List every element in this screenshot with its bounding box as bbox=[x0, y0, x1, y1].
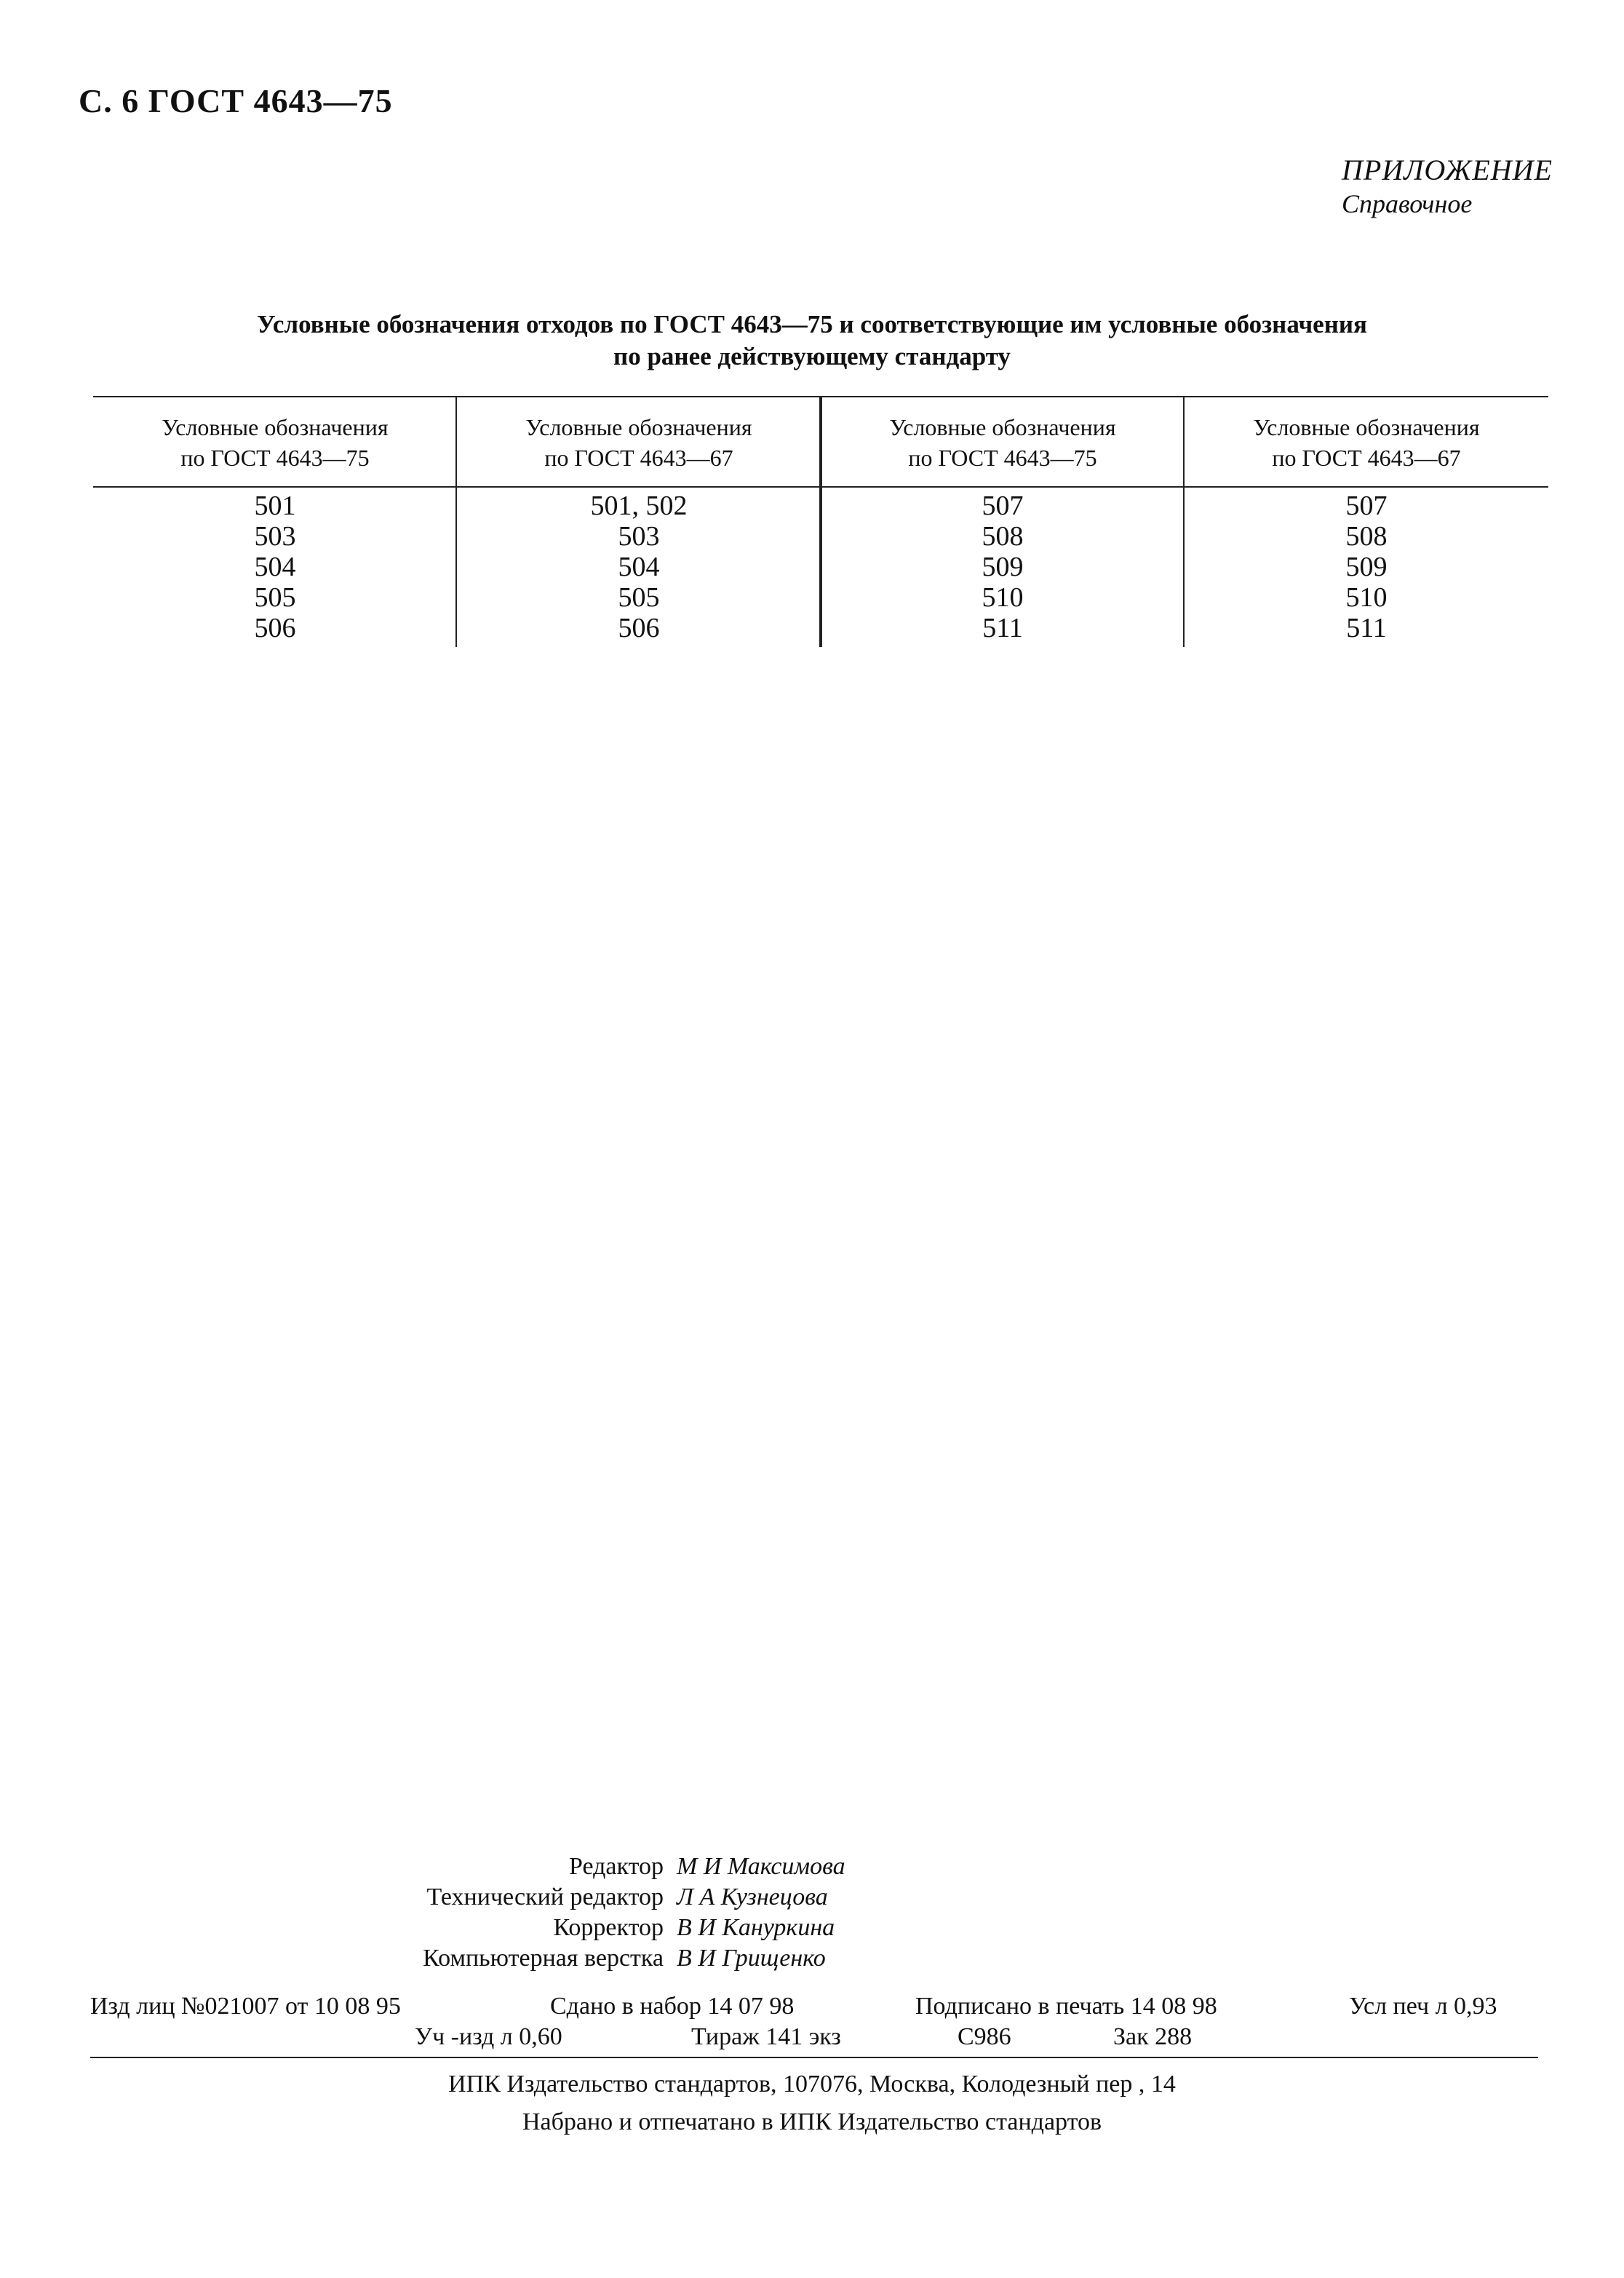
header-line: по ГОСТ 4643—67 bbox=[1272, 445, 1461, 471]
table-cell: 509 bbox=[1345, 552, 1388, 582]
table-column-1 bbox=[93, 491, 457, 643]
table-cell: 505 bbox=[254, 582, 296, 613]
table-cell: 503 bbox=[618, 521, 660, 552]
header-cell-col4 bbox=[1185, 412, 1548, 473]
license-info: Изд лиц №021007 от 10 08 95 bbox=[90, 1993, 401, 2020]
table-cell: 501, 502 bbox=[590, 491, 688, 521]
table-cell: 510 bbox=[982, 582, 1024, 613]
header-line: Условные обозначения bbox=[525, 414, 752, 440]
header-cell-col1 bbox=[93, 412, 457, 473]
table-cell: 509 bbox=[982, 552, 1024, 582]
table-cell: 501 bbox=[254, 491, 296, 521]
table-cell: 508 bbox=[1345, 521, 1388, 552]
print-sheets: Усл печ л 0,93 bbox=[1349, 1993, 1497, 2020]
credit-row bbox=[0, 1913, 1624, 1943]
credit-row bbox=[0, 1852, 1624, 1882]
appendix-title: ПРИЛОЖЕНИЕ bbox=[1342, 154, 1553, 186]
header-line: по ГОСТ 4643—75 bbox=[180, 445, 370, 471]
credit-row bbox=[0, 1882, 1624, 1913]
credit-name: В И Кануркина bbox=[677, 1914, 835, 1941]
header-line: Условные обозначения bbox=[162, 414, 389, 440]
table-cell: 510 bbox=[1345, 582, 1388, 613]
signed-date: Подписано в печать 14 08 98 bbox=[915, 1993, 1217, 2020]
publisher-address: ИПК Издательство стандартов, 107076, Москва, Колодезный пер , 14 bbox=[448, 2071, 1176, 2098]
credit-name: Л А Кузнецова bbox=[677, 1884, 828, 1910]
header-line: Условные обозначения bbox=[889, 414, 1116, 440]
credit-name: М И Максимова bbox=[677, 1853, 845, 1880]
table-cell: 508 bbox=[982, 521, 1024, 552]
table-cell: 506 bbox=[254, 613, 296, 643]
table-title bbox=[0, 309, 1624, 373]
print-code: С986 bbox=[958, 2023, 1011, 2050]
table-cell: 503 bbox=[254, 521, 296, 552]
table-cell: 504 bbox=[618, 552, 660, 582]
imprint-rule bbox=[90, 2057, 1538, 2058]
table-cell: 511 bbox=[1346, 613, 1387, 643]
table-cell: 504 bbox=[254, 552, 296, 582]
order-number: Зак 288 bbox=[1113, 2023, 1193, 2050]
header-cell-col3 bbox=[821, 412, 1185, 473]
header-line: по ГОСТ 4643—67 bbox=[544, 445, 733, 471]
header-line: Условные обозначения bbox=[1253, 414, 1480, 440]
table-title-line1: Условные обозначения отходов по ГОСТ 4643—75 и соответствующие им условные обозначения bbox=[257, 310, 1367, 338]
table-column-3 bbox=[821, 491, 1185, 643]
appendix-label bbox=[1342, 153, 1553, 219]
credit-name: В И Грищенко bbox=[677, 1945, 826, 1972]
table-cell: 506 bbox=[618, 613, 660, 643]
typeset-date: Сдано в набор 14 07 98 bbox=[550, 1993, 795, 2020]
publisher-sheets: Уч -изд л 0,60 bbox=[415, 2023, 562, 2050]
publisher-footer bbox=[0, 2065, 1624, 2141]
credits-block bbox=[0, 1852, 1624, 1974]
table-cell: 507 bbox=[1345, 491, 1388, 521]
credit-role: Редактор bbox=[569, 1853, 664, 1880]
appendix-subtitle: Справочное bbox=[1342, 189, 1473, 218]
table-column-4 bbox=[1185, 491, 1548, 643]
table-cell: 505 bbox=[618, 582, 660, 613]
credit-row bbox=[0, 1943, 1624, 1974]
table-cell: 511 bbox=[982, 613, 1023, 643]
header-line: по ГОСТ 4643—75 bbox=[908, 445, 1097, 471]
page-header: С. 6 ГОСТ 4643—75 bbox=[79, 82, 393, 119]
table-cell: 507 bbox=[982, 491, 1024, 521]
header-cell-col2 bbox=[457, 412, 821, 473]
print-run: Тираж 141 экз bbox=[691, 2023, 841, 2050]
printing-note: Набрано и отпечатано в ИПК Издательство стандартов bbox=[522, 2108, 1102, 2135]
credit-role: Компьютерная верстка bbox=[423, 1945, 664, 1972]
credit-role: Технический редактор bbox=[426, 1884, 664, 1910]
table-title-line2: по ранее действующему стандарту bbox=[613, 342, 1011, 370]
credit-role: Корректор bbox=[553, 1914, 664, 1941]
table-column-2 bbox=[457, 491, 821, 643]
